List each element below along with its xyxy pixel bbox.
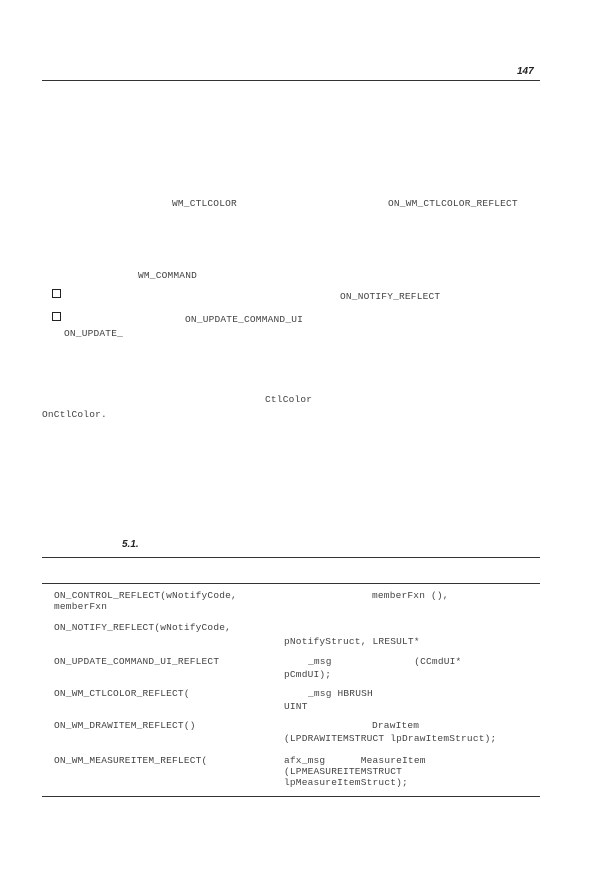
- table-row: [308, 688, 373, 699]
- table-row: [284, 669, 331, 680]
- bullet-checkbox-icon: [52, 312, 61, 321]
- table-cell-left: ON_WM_CTLCOLOR_REFLECT(: [54, 688, 190, 699]
- table-cell-left: ON_NOTIFY_REFLECT(wNotifyCode,: [54, 622, 232, 633]
- bullet-checkbox-icon: [52, 289, 61, 298]
- table-row: [54, 688, 190, 699]
- header-rule: [42, 80, 540, 81]
- table-cell-right: (LPMEASUREITEMSTRUCT: [284, 766, 403, 777]
- table-cell-left: ON_WM_DRAWITEM_REFLECT(): [54, 720, 196, 731]
- table-cell-right: memberFxn (),: [372, 590, 449, 601]
- bullet-2-continuation: ON_UPDATE_: [64, 328, 124, 339]
- table-cell-right: pNotifyStruct, LRESULT*: [284, 636, 420, 647]
- table-row: [284, 701, 308, 712]
- table-top-rule: [42, 557, 540, 558]
- table-row: [284, 636, 420, 647]
- table-cell-right: _msg HBRUSH: [308, 688, 373, 699]
- table-cell-right: _msg (CCmdUI*: [308, 656, 462, 667]
- table-cell-right: afx_msg MeasureItem: [284, 755, 426, 766]
- table-row: [54, 656, 219, 667]
- table-cell-right: (LPDRAWITEMSTRUCT lpDrawItemStruct);: [284, 733, 497, 744]
- bullet-2-text: ON_UPDATE_COMMAND_UI: [185, 314, 304, 325]
- table-row: [54, 590, 237, 612]
- text-ctlcolor: CtlColor: [265, 394, 313, 405]
- table-cell-left: ON_WM_MEASUREITEM_REFLECT(: [54, 755, 208, 766]
- text-onctlcolor: OnCtlColor.: [42, 409, 107, 420]
- table-header-rule: [42, 583, 540, 584]
- text-wm-ctlcolor: WM_CTLCOLOR: [172, 198, 237, 209]
- table-cell-left: ON_UPDATE_COMMAND_UI_REFLECT: [54, 656, 220, 667]
- table-row: [54, 622, 231, 633]
- bullet-1-text: ON_NOTIFY_REFLECT: [340, 291, 441, 302]
- table-row: [284, 755, 426, 788]
- table-cell-left: memberFxn: [54, 601, 108, 612]
- table-cell-left: ON_CONTROL_REFLECT(wNotifyCode,: [54, 590, 237, 601]
- table-bottom-rule: [42, 796, 540, 797]
- table-row: [54, 755, 207, 766]
- table-row: [372, 720, 419, 731]
- table-row: [284, 733, 496, 744]
- text-wm-command: WM_COMMAND: [138, 270, 198, 281]
- table-row: [372, 590, 449, 601]
- table-cell-right: DrawItem: [372, 720, 420, 731]
- table-row: [308, 656, 461, 667]
- table-caption: 5.1.: [122, 539, 139, 550]
- text-on-wm-ctlcolor-reflect: ON_WM_CTLCOLOR_REFLECT: [388, 198, 518, 209]
- table-cell-right: pCmdUI);: [284, 669, 332, 680]
- table-row: [54, 720, 196, 731]
- page-number: 147: [517, 66, 534, 77]
- table-cell-right: UINT: [284, 701, 308, 712]
- table-cell-right: lpMeasureItemStruct);: [284, 777, 408, 788]
